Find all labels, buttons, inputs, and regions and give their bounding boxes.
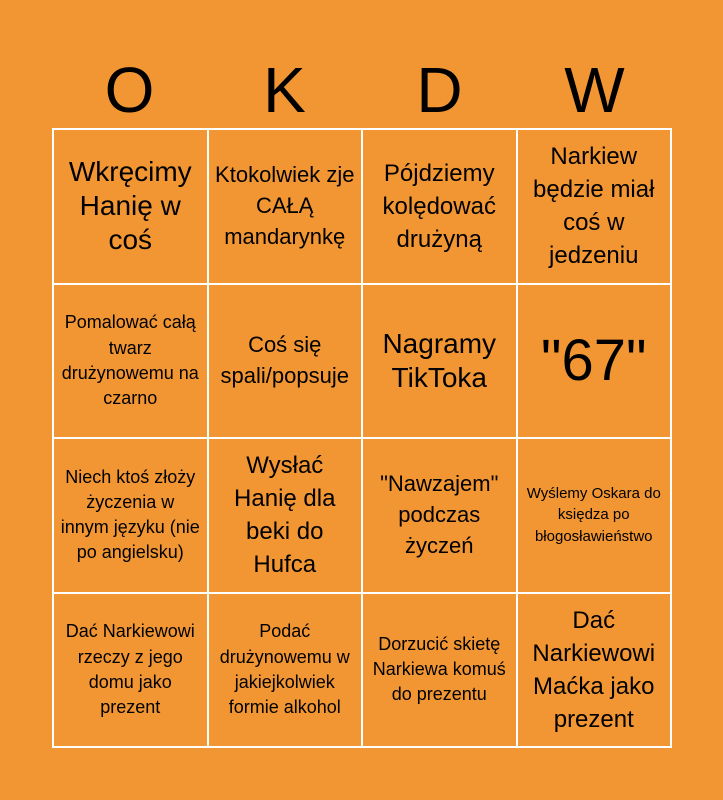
cell-text: Wysłać Hanię dla beki do Hufca — [234, 452, 336, 579]
cell-text: Coś się spali/popsuje — [220, 331, 349, 388]
cell-text: Podać drużynowemu w jakiejkolwiek formie alkohol — [219, 621, 350, 717]
bingo-cell[interactable] — [208, 593, 363, 748]
cell-text: "67" — [540, 327, 647, 393]
cell-text: Dać Narkiewowi rzeczy z jego domu jako prezent — [65, 621, 195, 717]
header-letter-d: D — [416, 54, 463, 126]
cell-text: Nagramy TikToka — [382, 327, 497, 393]
bingo-cell[interactable] — [208, 284, 363, 439]
cell-text: Dorzucić skietę Narkiewa komuś do prezentu — [372, 633, 506, 705]
cell-text: Narkiew będzie miał coś w jedzeniu — [533, 143, 655, 270]
bingo-cell[interactable] — [208, 438, 363, 593]
header-letter-o: O — [104, 54, 155, 126]
bingo-cell[interactable] — [53, 129, 208, 284]
bingo-cell[interactable] — [53, 438, 208, 593]
cell-text: Dać Narkiewowi Maćka jako prezent — [532, 606, 656, 733]
bingo-cell[interactable] — [362, 284, 517, 439]
bingo-cell[interactable] — [53, 593, 208, 748]
cell-text: Ktokolwiek zje CAŁĄ mandarynkę — [215, 162, 355, 249]
bingo-header — [52, 52, 672, 128]
bingo-cell[interactable] — [53, 284, 208, 439]
cell-text: Wyślemy Oskara do księdza po błogosławieństwo — [526, 484, 661, 546]
bingo-cell[interactable] — [362, 129, 517, 284]
header-letter-k: K — [263, 54, 306, 126]
bingo-cell[interactable] — [362, 593, 517, 748]
bingo-cell[interactable] — [517, 284, 672, 439]
cell-text: Pójdziemy kolędować drużyną — [382, 159, 496, 253]
cell-text: Pomalować całą twarz drużynowemu na czarno — [61, 312, 199, 408]
bingo-cell[interactable] — [362, 438, 517, 593]
cell-text: "Nawzajem" podczas życzeń — [380, 471, 499, 558]
bingo-grid — [52, 128, 672, 748]
bingo-cell[interactable] — [517, 129, 672, 284]
cell-text: Niech ktoś złoży życzenia w innym języku (nie po angielsku) — [60, 466, 200, 563]
bingo-cell[interactable] — [208, 129, 363, 284]
bingo-cell[interactable] — [517, 593, 672, 748]
header-letter-w: W — [564, 54, 625, 126]
cell-text: Wkręcimy Hanię w coś — [68, 156, 192, 256]
bingo-cell[interactable] — [517, 438, 672, 593]
